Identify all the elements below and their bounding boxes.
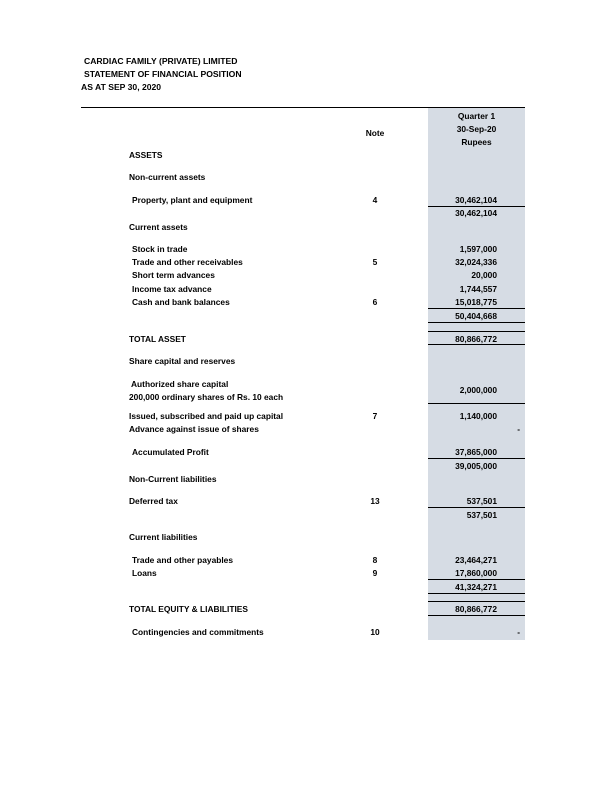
cash-label: Cash and bank balances [132, 297, 230, 307]
receivables-label: Trade and other receivables [132, 257, 243, 267]
stock-label: Stock in trade [132, 244, 188, 254]
current-liabilities-heading: Current liabilities [129, 532, 198, 542]
receivables-note: 5 [372, 257, 378, 267]
total-asset-amount: 80,866,772 [455, 334, 497, 344]
receivables-amount: 32,024,336 [455, 257, 497, 267]
advances-label: Short term advances [132, 270, 215, 280]
equity-heading: Share capital and reserves [129, 356, 236, 366]
payables-label: Trade and other payables [132, 555, 233, 565]
non-current-assets-heading: Non-current assets [129, 172, 206, 182]
company-name: CARDIAC FAMILY (PRIVATE) LIMITED [84, 56, 238, 66]
period-header: Quarter 1 [457, 111, 496, 121]
deferred-tax-amount: 537,501 [466, 496, 497, 506]
rule [428, 331, 525, 332]
rule [428, 601, 525, 602]
current-assets-total: 50,404,668 [455, 311, 497, 321]
non-current-liabilities-heading: Non-Current liabilities [129, 474, 217, 484]
rule [428, 507, 525, 508]
issued-capital-amount: 1,140,000 [459, 411, 497, 421]
rule [428, 579, 525, 580]
authorized-capital-amount: 2,000,000 [459, 385, 497, 395]
rule [428, 344, 525, 345]
statement-date: AS AT SEP 30, 2020 [81, 82, 162, 92]
payables-amount: 23,464,271 [455, 555, 497, 565]
cash-note: 6 [372, 297, 378, 307]
rule [428, 615, 525, 616]
authorized-capital-label: Authorized share capital [131, 379, 229, 389]
rule [428, 593, 525, 594]
cash-amount: 15,018,775 [455, 297, 497, 307]
contingencies-label: Contingencies and commitments [132, 627, 264, 637]
accumulated-profit-label: Accumulated Profit [132, 447, 209, 457]
rule [428, 458, 525, 459]
contingencies-note: 10 [370, 627, 380, 637]
stock-amount: 1,597,000 [459, 244, 497, 254]
current-liabilities-total: 41,324,271 [455, 582, 497, 592]
currency-header: Rupees [461, 137, 492, 147]
equity-total: 39,005,000 [455, 461, 497, 471]
contingencies-amount: - [517, 627, 520, 637]
loans-note: 9 [372, 568, 378, 578]
rule [428, 322, 525, 323]
non-current-assets-total: 30,462,104 [455, 208, 497, 218]
deferred-tax-label: Deferred tax [129, 496, 178, 506]
date-header: 30-Sep-20 [456, 124, 497, 134]
rule [428, 206, 525, 207]
assets-heading: ASSETS [129, 150, 163, 160]
authorized-capital-desc: 200,000 ordinary shares of Rs. 10 each [129, 392, 284, 402]
total-equity-liabilities-amount: 80,866,772 [455, 604, 497, 614]
advance-shares-amount: - [517, 424, 520, 434]
non-current-liabilities-total: 537,501 [466, 510, 497, 520]
rule [428, 308, 525, 309]
loans-label: Loans [132, 568, 157, 578]
deferred-tax-note: 13 [370, 496, 380, 506]
current-assets-heading: Current assets [129, 222, 188, 232]
accumulated-profit-amount: 37,865,000 [455, 447, 497, 457]
ppe-amount: 30,462,104 [455, 195, 497, 205]
note-column-header: Note [365, 128, 385, 138]
payables-note: 8 [372, 555, 378, 565]
loans-amount: 17,860,000 [455, 568, 497, 578]
advances-amount: 20,000 [471, 270, 497, 280]
ppe-note: 4 [372, 195, 378, 205]
total-asset-label: TOTAL ASSET [129, 334, 186, 344]
ppe-label: Property, plant and equipment [132, 195, 253, 205]
rule [428, 403, 525, 404]
issued-capital-note: 7 [372, 411, 378, 421]
total-equity-liabilities-label: TOTAL EQUITY & LIABILITIES [129, 604, 248, 614]
issued-capital-label: Issued, subscribed and paid up capital [129, 411, 284, 421]
tax-advance-amount: 1,744,557 [459, 284, 497, 294]
statement-title: STATEMENT OF FINANCIAL POSITION [84, 69, 242, 79]
tax-advance-label: Income tax advance [132, 284, 212, 294]
advance-shares-label: Advance against issue of shares [129, 424, 259, 434]
